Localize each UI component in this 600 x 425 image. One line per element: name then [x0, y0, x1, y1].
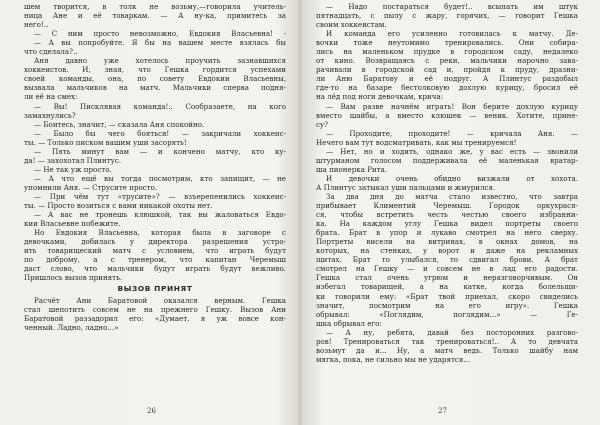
text-line: брата. Брат в упор и лукаво смотрел на него сверху.	[316, 228, 578, 238]
text-line: Расчёт Ани Баратовой оказался верным. Гешка	[34, 295, 286, 305]
text-line: ты. — Только писком вашим уши засорять!	[24, 137, 187, 147]
text-line: Аня давно уже хотелось проучить зазнавшихся	[34, 56, 286, 66]
text-line: — Вам разве начнём играть! Вон берите дохлую курицу	[326, 101, 578, 111]
text-line: — При чём тут «трусите»? — взъерепенились хоккеис-	[34, 191, 286, 201]
text-line: вызвала мальчиков на матч. Мальчики сперва подня-	[24, 83, 286, 93]
text-line: по доброму, а с тренером, что капитан Черемыш	[24, 255, 286, 265]
text-line: рачивали в городской сад и, пройдя к пруду, дразни-	[316, 65, 578, 75]
text-line: даст слово, что мальчики будут играть будут вежливо.	[24, 264, 286, 274]
text-line: — А вас не тронешь клюшкой, так вы жаловаться Евдо-	[34, 210, 286, 220]
text-line: хоккеистов. И, зная, что Гешка гордится успехами	[24, 65, 286, 75]
chapter-heading: ВЫЗОВ ПРИНЯТ	[117, 284, 193, 294]
text-line: ша пионерка Рита.	[316, 164, 388, 174]
right-page-text	[316, 2, 578, 364]
text-line: — Не так уж просто.	[34, 164, 112, 174]
text-line: — А что ещё вы тогда посмотрим, кто запищит, — не	[34, 173, 286, 183]
text-line: своей команды, она, по совету Евдокии Власьевны,	[24, 74, 286, 84]
text-line: от кино. Возвращаясь с реки, мальчики нарочно зава-	[316, 56, 578, 66]
text-line: — Надо постараться будет!.. всыпать им штук	[326, 2, 578, 11]
text-line: И девочки очень обидно визжали от хохота.	[326, 173, 578, 183]
left-page-text-after-heading	[24, 296, 286, 332]
text-line: ница Ане и её товаркам. — А ну-ка, примитесь за	[24, 11, 286, 21]
text-line: — С ним просто невозможно, Евдокия Власьевна! -	[34, 29, 286, 39]
right-page	[316, 2, 578, 419]
text-line: шем творится, в толк не возьму,—говорила учитель-	[24, 2, 286, 11]
text-line: Пришлось вызов принять.	[24, 273, 123, 283]
text-line: замахнулись?	[24, 110, 76, 120]
text-line: И команда его усиленно готовилась к матчу. Де-	[326, 29, 578, 39]
text-line: на лёд под ноги девочкам, крича:	[316, 92, 444, 102]
text-line: лись на маленьком прудке в городском саду, недалеко	[316, 47, 578, 57]
text-line: да! — захохотал Плинтус.	[24, 155, 122, 165]
text-line: су?	[316, 119, 328, 129]
text-line: ты. — Просто возиться с вами никакой охоты нет.	[24, 201, 213, 211]
text-line: ли Аню Баратову и её подруг. А Плинтус раздобыл	[316, 74, 578, 84]
text-line: штурманом голосом поддерживала её маленькая вратар-	[316, 155, 578, 165]
text-line: вочки тоже неутомимо тренировались. Они собира-	[316, 38, 578, 48]
text-line: — Вы! Писклявая команда!.. Сообразаете, на кого	[34, 101, 286, 111]
left-page	[24, 2, 286, 419]
text-line: девочками, добилась у директора разрешения устро-	[24, 237, 286, 247]
text-line: — А вы попробуйте. Я бы на вашем месте взялась бы	[34, 38, 286, 48]
text-line: — Боитесь, значит, — сказала Аня спокойно.	[34, 119, 205, 129]
text-line: возьмут да и... Ну, а матч ведь. Только шайбу нам	[316, 345, 578, 355]
text-line: Но Евдокия Власьевна, которая была в заговоре с	[34, 228, 286, 238]
left-page-text	[24, 2, 286, 282]
text-line: избегал товарищей, а на катке, когда болельщи-	[316, 282, 578, 292]
text-line: Нечего вам тут водсматривать, как мы тренируемся!	[316, 137, 517, 147]
text-line: вместо шайбы, а вместо клюшек — веник. Хотите, прине-	[316, 110, 578, 120]
text-line: пятнадцать, с пылу с жару, горячих, — говорит Гешка	[316, 11, 578, 21]
text-line: щитах. Брат то улыбался, то сдвигал брови. А брат	[316, 255, 578, 265]
text-line: него!..	[24, 20, 49, 30]
text-line: — Нет, но и ходить, однако же, у вас есть — звонили	[326, 146, 578, 156]
text-line: ли её на смех:	[24, 92, 78, 102]
text-line: А Плинтус затыкал уши пальцами и жмурился.	[316, 182, 496, 192]
text-line: значит, посмотрим на его игру». Гешка	[316, 300, 578, 310]
text-line: ся, чтобы встретить честь честью своего избранни-	[316, 210, 578, 220]
text-line: ки говорили ему: «Брат твой приехал, скоро свиделись	[316, 291, 578, 301]
text-line: обрывал: «Поглядим, поглядим...» — Ге-	[316, 309, 578, 319]
text-line: Баратовой раззадорил его: «Думает, я уж вовсе кон-	[24, 313, 286, 323]
text-line: упомнили Аня. — Струсите просто.	[24, 182, 158, 192]
text-line: — А ну, ребята, давай без посторонних разгово-	[326, 327, 578, 337]
text-line: своим хоккеистам.	[316, 20, 387, 30]
text-line: — Было бы чего бояться! — закричали хоккеис-	[34, 128, 286, 138]
text-line: прибывает Климентий Черемыш. Городок оркухрася-	[316, 201, 578, 211]
text-line: ченный. Ладно, ладно...»	[24, 322, 119, 332]
text-line: — Проходите, проходите! — кричала Аня. —	[326, 128, 578, 138]
text-line: Портреты висели на витринах, в окнах домов, на	[316, 237, 578, 247]
page-number-left: 26	[147, 407, 156, 415]
text-line: кии Власьевне побежите.	[24, 219, 121, 229]
text-line: Гешка стал очень угрюм и неразговорчивым. Он	[316, 273, 578, 283]
text-line: ка. На каждом углу Гешка видел портреты своего	[316, 219, 578, 229]
text-line: — Пять минут вам — и кончено матчу, кто ку-	[34, 146, 286, 156]
text-line: мягка, пока, не сильно мы не ударятся...	[316, 354, 471, 364]
text-line: что сделала?..	[24, 47, 78, 57]
text-line: шка обрывал его:	[316, 318, 382, 328]
text-line: ров! Тренироваться так тренироваться!.. А то девчата	[316, 336, 578, 346]
text-line: где-то на базаре бестолковую дохлую курицу, бросил её	[316, 83, 578, 93]
text-line: За два дня до матча стало известно, что завтра	[326, 191, 578, 201]
text-line: которых, на стенках, у ворот и даже на рекламных	[316, 246, 578, 256]
text-line: ить товарищеский матч с условием, что играть будут	[24, 246, 286, 256]
text-line: смотрел на Гешку — и совсем не в лад его радости.	[316, 264, 578, 274]
text-line: стал шепотить совсем не на прежнего Гешку. Вызов Ани	[24, 304, 286, 314]
page-number-right: 27	[438, 407, 447, 415]
